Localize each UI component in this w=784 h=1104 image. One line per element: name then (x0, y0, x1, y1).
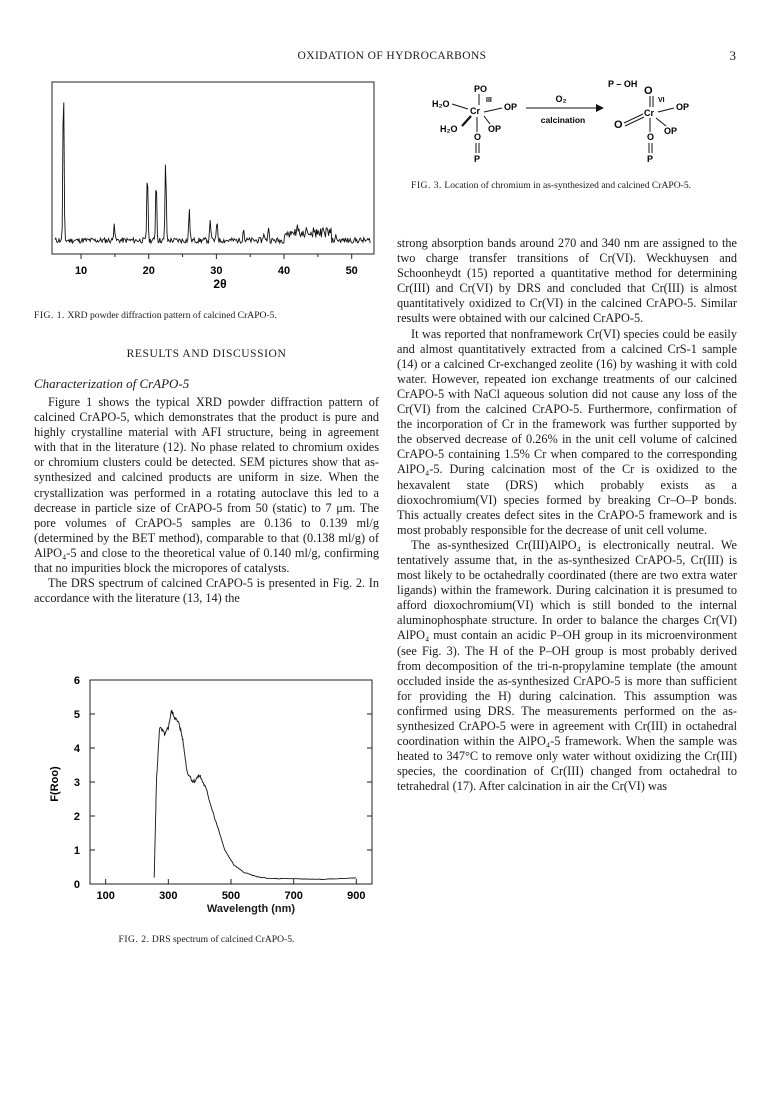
fig1-xrd-chart (50, 80, 380, 300)
fig2-trace (154, 710, 356, 880)
left-h2o-bottom: H₂O (440, 124, 458, 134)
left-oxidation-state: III (486, 97, 492, 104)
right-paragraph-3: The as-synthesized Cr(III)AlPO₄ is electronically neutral. We tentatively assume that, in the as-synthesized CrAPO-5, Cr(III) is most likely to be octahedrally coordinated (there are two extra water ligands) within the framework. During calcination it is presumed to afford dioxochromium(VI) which is still bonded to the internal aluminophosphate structure. In order to balance the charges Cr(VI) AlPO₄ must contain an acidic P–OH group in its microenvironment (see Fig. 3). The H of the P–OH group is most probably derived from decomposition of the tri-n-propylamine template (the amount occluded inside the as-synthesized CrAPO-5 is more than sufficient for providing the H) during calcination. This assumption was confirmed using DRS. The measurements performed on the as-synthesized CrAPO-5 were in agreement with Cr(III) in octahedral coordination within the AlPO₄-5 framework. When the sample was heated to 347°C to remove only water without oxidizing the Cr(III) species, the coordination of Cr(III) changed from octahedral to tetrahedral (17). After calcination in air the Cr(VI) was (397, 537, 737, 794)
right-p: P (647, 154, 654, 164)
left-paragraph-1: Figure 1 shows the typical XRD powder diffraction pattern of calcined CrAPO-5, which demonstrates that the product is pure and highly crystalline material with AFI structure, being in agreement with that in the literature (12). No phase related to chromium oxides or chromium clusters could be detected. SEM pictures show that as-synthesized and calcined products are uniform in size. When the crystallization was performed in a rotating autoclave this led to a decrease in particle size of CrAPO-5 from 50 (static) to 7 μm. The pore volumes of CrAPO-5 samples are 0.136 to 0.139 ml/g (determined by the BET method), comparable to that (0.138 ml/g) of AlPO₄-5 and close to the theoretical value of 0.140 ml/g, confirming that no impurities block the micropores of catalysts. (34, 395, 379, 576)
right-o-left: O (614, 119, 623, 131)
left-paragraph-2: The DRS spectrum of calcined CrAPO-5 is presented in Fig. 2. In accordance with the literature (13, 14) the (34, 576, 379, 606)
fig3-caption-text: Location of chromium in as-synthesized and calcined CrAPO-5. (444, 180, 692, 191)
fig2-ytick-label: 6 (73, 675, 80, 687)
right-op-right: OP (676, 102, 690, 112)
right-cr: Cr (644, 108, 655, 118)
left-p: P (474, 154, 481, 164)
left-cr: Cr (470, 106, 481, 116)
fig3-caption-label: FIG. 3. (411, 180, 442, 191)
fig3-caption (397, 180, 737, 192)
left-structure (432, 84, 517, 164)
subsection-heading: Characterization of CrAPO-5 (34, 376, 190, 391)
left-o: O (474, 132, 482, 142)
right-op-bottom: OP (664, 126, 678, 136)
fig1-xtick-label: 30 (210, 265, 223, 277)
fig2-ytick-label: 4 (73, 743, 80, 755)
left-po: PO (474, 84, 488, 94)
fig2-ticks (74, 675, 372, 902)
fig2-ytick-label: 2 (73, 811, 80, 823)
fig3-scheme (418, 78, 736, 186)
right-paragraph-1: strong absorption bands around 270 and 340 nm are assigned to the two charge transfer transitions of Cr(VI). Weckhuysen and Schoonheydt (15) reported a quantitative method for determining Cr(III) and Cr(VI) by DRS and concluded that Cr(III) is almost quantitatively oxidized to Cr(VI) in the calcined CrAPO-5. Similar results were obtained with our calcined CrAPO-5. (397, 236, 737, 326)
fig2-frame (90, 680, 372, 884)
fig1-caption-text: XRD powder diffraction pattern of calcined CrAPO-5. (67, 310, 277, 321)
page-number: 3 (729, 48, 736, 63)
fig2-xtick-label: 100 (96, 890, 115, 902)
fig2-caption (34, 934, 379, 946)
fig2-ytick-label: 1 (73, 845, 80, 857)
fig2-xtick-label: 500 (221, 890, 241, 902)
section-heading: RESULTS AND DISCUSSION (126, 348, 287, 360)
left-h2o-top: H₂O (432, 99, 450, 109)
left-op-bottom: OP (488, 124, 502, 134)
fig2-caption-text: DRS spectrum of calcined CrAPO-5. (151, 934, 295, 945)
fig2-ytick-label: 3 (73, 777, 80, 789)
fig2-caption-label: FIG. 2. (118, 934, 150, 945)
right-paragraph-2: It was reported that nonframework Cr(VI) species could be easily and almost quantitatively extracted from a calcined CrS-1 sample (14) or a calcined Cr-exchanged zeolite (16) by washing it with cold water. However, repeated ion exchange treatments of our calcined CrAPO-5 with NaCl aqueous solution did not cause any loss of the Cr(VI) from the calcined CrAPO-5. Furthermore, confirmation of the incorporation of Cr in the framework was further supported by the observed decrease of 0.26% in the unit cell volume of calcined CrAPO-5 containing 1.5% Cr when compared to the corresponding AlPO₄-5. During calcination most of the Cr is oxidized to the hexavalent state (DRS) which probably exists as a dioxochromium(VI) species formed by breaking Cr–O–P bonds. This actually creates defect sites in the CrAPO-5 framework and is most probably responsible for the decrease of unit cell volume. (397, 326, 737, 537)
arrow-o2-label: O₂ (555, 94, 567, 104)
fig1-caption (34, 310, 379, 322)
fig2-ytick-label: 0 (73, 879, 80, 891)
arrow-calcination-label: calcination (540, 115, 586, 125)
fig2-drs-chart (40, 668, 380, 908)
right-structure (608, 79, 689, 164)
fig1-ticks (75, 254, 358, 277)
right-o: O (647, 132, 655, 142)
fig1-xlabel: 2θ (213, 277, 227, 291)
fig1-xtick-label: 10 (74, 265, 88, 277)
fig1-trace (55, 103, 370, 244)
fig1-caption-label: FIG. 1. (34, 310, 65, 321)
left-op-right: OP (504, 102, 518, 112)
right-p-oh: P – OH (608, 79, 638, 89)
fig1-xtick-label: 20 (142, 265, 155, 277)
fig2-ylabel: F(Roo) (49, 766, 61, 802)
reaction-arrow (526, 94, 604, 125)
right-o-top: O (644, 85, 653, 97)
right-column-text (397, 236, 737, 794)
fig2-xtick-label: 900 (347, 890, 366, 902)
left-column-text (34, 395, 379, 606)
fig1-xtick-label: 50 (345, 265, 358, 277)
fig2-xtick-label: 300 (159, 890, 178, 902)
right-oxidation-state: VI (658, 97, 665, 104)
running-header: OXIDATION OF HYDROCARBONS (297, 50, 487, 62)
fig2-ytick-label: 5 (73, 709, 80, 721)
fig2-xlabel: Wavelength (nm) (206, 903, 296, 915)
fig1-xtick-label: 40 (277, 265, 291, 277)
fig2-xtick-label: 700 (284, 890, 303, 902)
fig1-frame (52, 82, 374, 254)
